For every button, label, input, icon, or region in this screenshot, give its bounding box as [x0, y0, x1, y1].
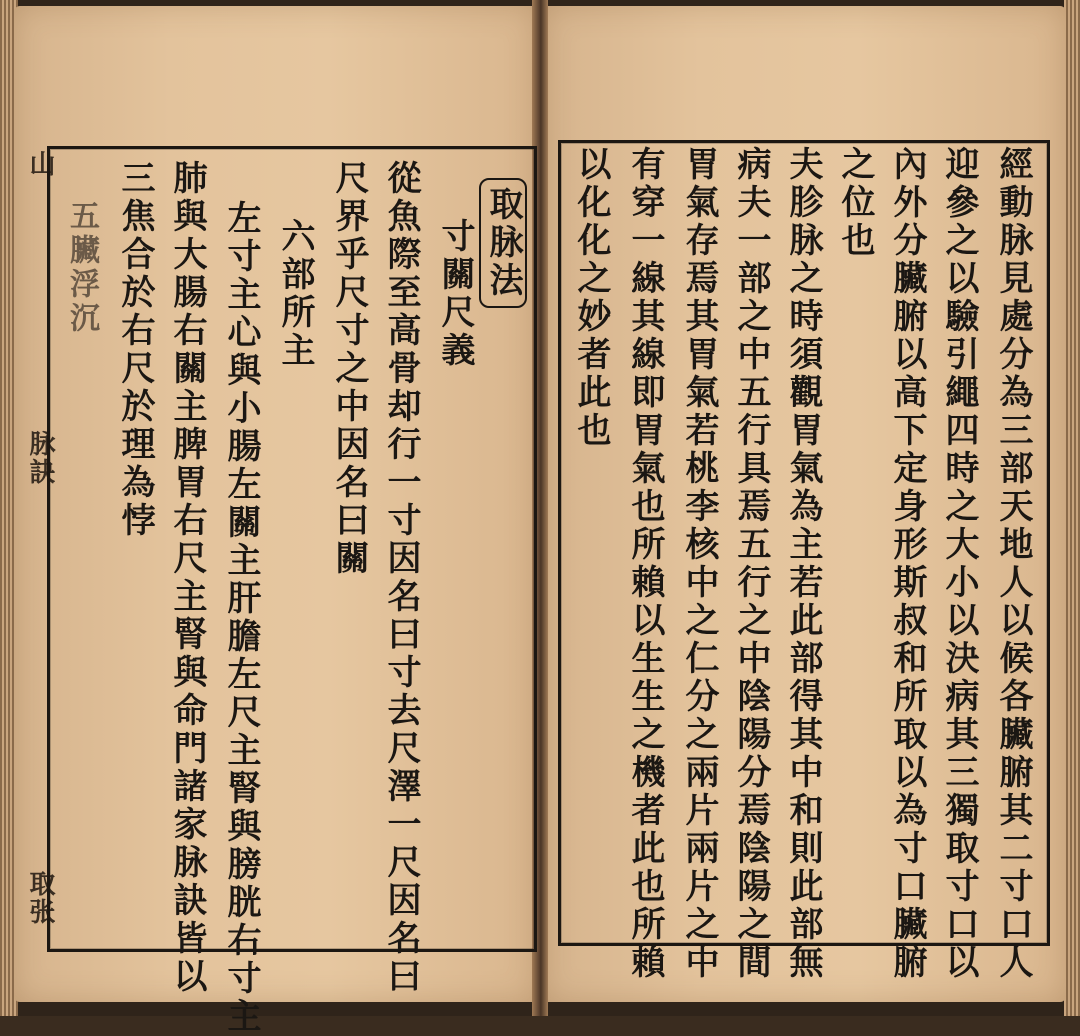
left-column-6: 三焦合於右尺於理為悖: [115, 160, 155, 540]
right-column-6: 病夫一部之中五行具焉五行之中陰陽分焉陰陽之間: [731, 146, 771, 982]
left-column-1: 從魚際至高骨却行一寸因名曰寸去尺澤一尺因名曰: [381, 160, 421, 996]
left-column-3: 六部所主: [275, 218, 315, 370]
left-column-5: 肺與大腸右關主脾胃右尺主腎與命門諸家脉訣皆以: [167, 160, 207, 996]
left-faded-column: 五臟浮沉: [64, 200, 99, 336]
left-margin-bottom: 取张: [25, 870, 55, 926]
left-column-2: 尺界乎尺寸之中因名曰關: [329, 160, 369, 578]
left-column-4: 左寸主心與小腸左關主肝膽左尺主腎與膀胱右寸主: [221, 200, 261, 1036]
right-column-7: 胃氣存焉其胃氣若桃李核中之仁分之兩片兩片之中: [679, 146, 719, 982]
left-margin-middle: 脉訣: [25, 430, 55, 486]
right-column-9: 以化化之妙者此也: [571, 146, 611, 450]
right-column-8: 有穿一線其線即胃氣也所賴以生生之機者此也所賴: [625, 146, 665, 982]
left-subheading: 寸關尺義: [435, 218, 475, 370]
right-column-3: 內外分臟腑以高下定身形斯叔和所取以為寸口臟腑: [887, 146, 927, 982]
right-column-2: 迎參之以驗引繩四時之大小以決病其三獨取寸口以: [939, 146, 979, 982]
right-column-4: 之位也: [835, 146, 875, 260]
right-page-edges: [1064, 0, 1080, 1016]
right-column-1: 經動脉見處分為三部天地人以候各臟腑其二寸口人: [993, 146, 1033, 982]
left-margin-top: 山: [25, 150, 55, 178]
left-heading: [480, 178, 526, 308]
right-column-5: 夫胗脉之時須觀胃氣為主若此部得其中和則此部無: [783, 146, 823, 982]
heading-box: 取脉法: [479, 178, 527, 308]
